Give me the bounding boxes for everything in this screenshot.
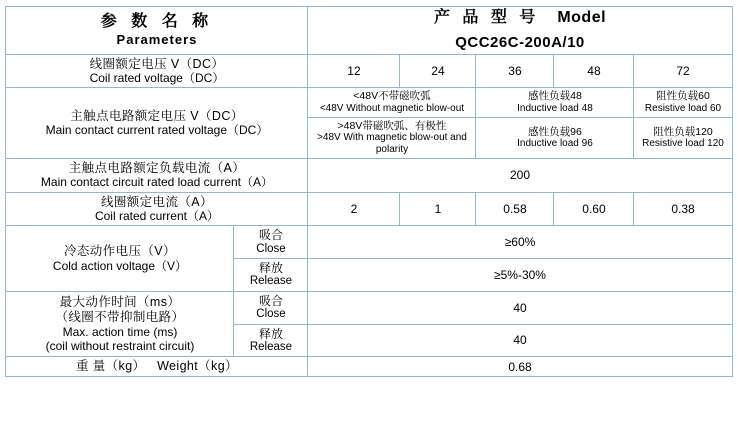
coil-rated-current-v5: 0.38 (634, 192, 732, 226)
main-contact-voltage-cond-1 (308, 88, 476, 117)
max-action-time-label-en-2: (coil without restraint circuit) (45, 338, 195, 353)
main-contact-voltage-inductive-96 (476, 117, 634, 158)
table-row-main-contact-load-current (6, 158, 732, 192)
table-row-coil-rated-voltage (6, 54, 732, 88)
coil-rated-current-v2: 1 (400, 192, 476, 226)
max-action-release-value: 40 (308, 324, 732, 357)
main-contact-voltage-resistive-60 (634, 88, 732, 117)
coil-rated-voltage-v4: 48 (554, 54, 634, 88)
main-contact-load-current-label-en: Main contact circuit rated load current（A） (40, 175, 274, 190)
weight-value: 0.68 (308, 357, 732, 377)
coil-rated-voltage-label-en: Coil rated voltage（DC） (89, 71, 225, 86)
coil-rated-current-label-en: Coil rated current（A） (94, 209, 219, 224)
main-contact-load-current-label (6, 158, 308, 192)
weight-label-en: Weight（kg） (157, 359, 238, 374)
table-row-max-action-close (6, 291, 732, 324)
main-contact-voltage-cond-2 (308, 117, 476, 158)
main-contact-load-current-label-cn: 主触点电路额定负载电流（A） (68, 160, 246, 175)
coil-rated-current-v1: 2 (308, 192, 400, 226)
max-action-close-sub (234, 291, 308, 324)
inductive-96-en: Inductive load 96 (517, 137, 593, 149)
max-action-release-cn: 释放 (258, 326, 283, 341)
main-contact-voltage-label-cn: 主触点电路额定电压 V（DC） (70, 108, 244, 123)
main-contact-voltage-cond-1-cn: <48V不带磁吹弧 (353, 90, 431, 103)
coil-rated-current-label (6, 192, 308, 226)
parameters-header-cell (6, 7, 308, 55)
main-contact-voltage-label (6, 88, 308, 158)
main-contact-voltage-cond-2-cn: >48V带磁吹弧、有极性 (337, 119, 447, 132)
main-contact-voltage-inductive-48 (476, 88, 634, 117)
table-row-cold-action-close (6, 226, 732, 259)
cold-action-voltage-label (6, 226, 234, 291)
resistive-120-en: Resistive load 120 (642, 137, 724, 149)
resistive-60-cn: 阻性负载60 (656, 90, 710, 103)
max-action-time-label-cn-2: （线圈不带抑制电路） (55, 309, 185, 324)
cold-action-release-value: ≥5%-30% (308, 259, 732, 292)
weight-label-cn: 重 量（kg） (75, 359, 146, 374)
coil-rated-voltage-v2: 24 (400, 54, 476, 88)
main-contact-voltage-cond-2-en: >48V With magnetic blow-out and polarity (317, 132, 467, 155)
main-contact-voltage-resistive-120 (634, 117, 732, 158)
parameters-header-cn: 参 数 名 称 (100, 13, 214, 31)
inductive-96-cn: 感性负载96 (528, 125, 582, 138)
max-action-close-value: 40 (308, 291, 732, 324)
model-header-top (310, 9, 729, 28)
cold-action-close-sub (234, 226, 308, 259)
table-row-weight (6, 357, 732, 377)
cold-action-voltage-label-cn: 冷态动作电压（V） (63, 244, 176, 259)
coil-rated-voltage-v5: 72 (634, 54, 732, 88)
weight-label-wrap (8, 359, 305, 374)
max-action-release-en: Release (249, 340, 293, 353)
inductive-48-en: Inductive load 48 (517, 102, 593, 114)
max-action-release-sub (234, 324, 308, 357)
max-action-close-cn: 吸合 (258, 293, 283, 308)
specification-table (5, 6, 732, 377)
table-row-main-contact-voltage-1 (6, 88, 732, 117)
coil-rated-current-label-cn: 线圈额定电流（A） (100, 194, 213, 209)
model-header-word: Model (557, 9, 607, 26)
cold-action-close-cn: 吸合 (258, 228, 283, 243)
cold-action-close-value: ≥60% (308, 226, 732, 259)
max-action-time-label (6, 291, 234, 356)
main-contact-voltage-label-en: Main contact current rated voltage（DC） (45, 123, 269, 138)
cold-action-voltage-label-en: Cold action voltage（V） (52, 258, 187, 273)
weight-label (6, 357, 308, 377)
table-row-header (6, 7, 732, 55)
coil-rated-voltage-label-cn: 线圈额定电压 V（DC） (89, 56, 225, 71)
resistive-120-cn: 阻性负载120 (653, 125, 713, 138)
coil-rated-voltage-label (6, 54, 308, 88)
main-contact-load-current-value: 200 (308, 158, 732, 192)
main-contact-voltage-cond-1-en: <48V Without magnetic blow-out (319, 102, 465, 114)
cold-action-close-en: Close (256, 242, 286, 255)
cold-action-release-cn: 释放 (258, 261, 283, 276)
max-action-time-label-cn-1: 最大动作时间（ms） (59, 295, 181, 310)
max-action-close-en: Close (256, 308, 286, 321)
coil-rated-voltage-v1: 12 (308, 54, 400, 88)
inductive-48-cn: 感性负载48 (528, 90, 582, 103)
model-code-wrap (310, 34, 729, 52)
table-row-coil-rated-current (6, 192, 732, 226)
cold-action-release-en: Release (249, 275, 293, 288)
cold-action-release-sub (234, 259, 308, 292)
resistive-60-en: Resistive load 60 (644, 102, 722, 114)
max-action-time-label-en-1: Max. action time (ms) (62, 324, 178, 339)
coil-rated-current-v4: 0.60 (554, 192, 634, 226)
model-header-cn: 产 品 型 号 (433, 9, 540, 26)
coil-rated-current-v3: 0.58 (476, 192, 554, 226)
coil-rated-voltage-v3: 36 (476, 54, 554, 88)
model-code: QCC26C-200A/10 (455, 33, 585, 51)
model-header-cell (308, 7, 732, 55)
parameters-header-en: Parameters (116, 32, 198, 48)
